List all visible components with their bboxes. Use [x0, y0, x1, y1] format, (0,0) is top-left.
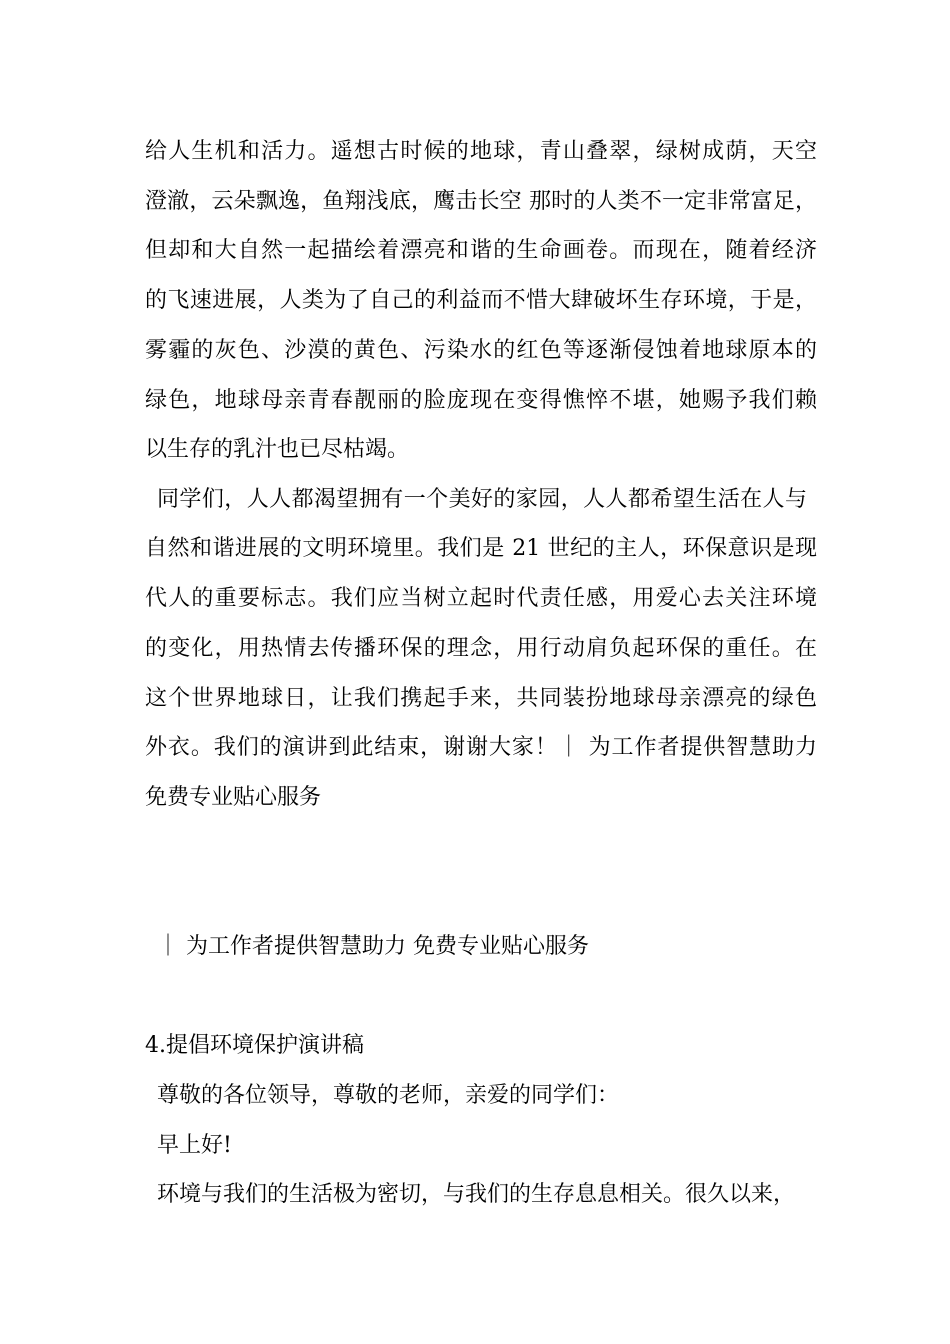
- paragraph1-line-5: 雾霾的灰色、沙漠的黄色、污染水的红色等逐渐侵蚀着地球原本的: [145, 338, 817, 363]
- section-line-1: 尊敬的各位领导，尊敬的老师，亲爱的同学们：: [157, 1083, 620, 1108]
- paragraph1-line-1: 给人生机和活力。遥想古时候的地球，青山叠翠，绿树成荫，天空: [145, 139, 817, 164]
- section-line-2: 早上好!: [157, 1133, 232, 1158]
- paragraph2-line-7: 免费专业贴心服务: [145, 785, 322, 810]
- paragraph1-line-2: 澄澈，云朵飘逸，鱼翔浅底，鹰击长空 那时的人类不一定非常富足，: [145, 189, 817, 214]
- paragraph1-line-6: 绿色，地球母亲青春靓丽的脸庞现在变得憔悴不堪，她赐予我们赖: [145, 388, 817, 413]
- paragraph1-line-7: 以生存的乳汁也已尽枯竭。: [145, 437, 410, 462]
- paragraph2-line-3: 代人的重要标志。我们应当树立起时代责任感，用爱心去关注环境: [145, 586, 817, 611]
- paragraph2-line-4: 的变化，用热情去传播环保的理念，用行动肩负起环保的重任。在: [145, 636, 817, 661]
- section-line-3: 环境与我们的生活极为密切，与我们的生存息息相关。很久以来，: [157, 1182, 796, 1207]
- paragraph1-line-4: 的飞速进展，人类为了自己的利益而不惜大肆破坏生存环境，于是，: [145, 288, 817, 313]
- paragraph2-line-1: 同学们，人人都渴望拥有一个美好的家园，人人都希望生活在人与: [157, 487, 807, 512]
- paragraph1-line-3: 但却和大自然一起描绘着漂亮和谐的生命画卷。而现在，随着经济: [145, 238, 817, 263]
- footer-slogan: ｜ 为工作者提供智慧助力 免费专业贴心服务: [157, 934, 589, 959]
- paragraph2-line-6: 外衣。我们的演讲到此结束，谢谢大家！｜ 为工作者提供智慧助力: [145, 735, 817, 760]
- section-title: 4.提倡环境保护演讲稿: [145, 1033, 364, 1058]
- paragraph2-line-5: 这个世界地球日，让我们携起手来，共同装扮地球母亲漂亮的绿色: [145, 686, 817, 711]
- paragraph2-line-2: 自然和谐进展的文明环境里。我们是 21 世纪的主人，环保意识是现: [145, 536, 817, 561]
